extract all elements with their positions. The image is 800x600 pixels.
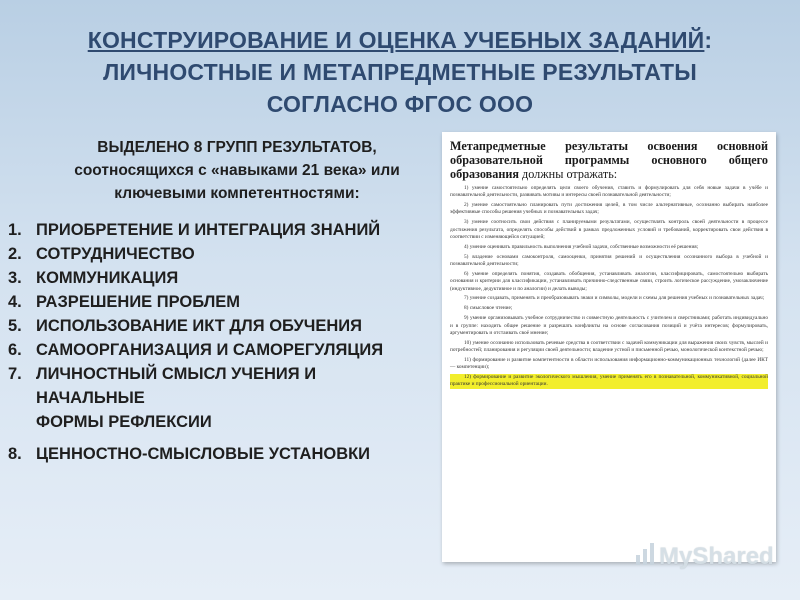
intro-line-3: ключевыми компетентностями: (114, 185, 360, 202)
title-line-1-main: КОНСТРУИРОВАНИЕ И ОЦЕНКА УЧЕБНЫХ ЗАДАНИЙ (87, 27, 705, 53)
list-item (8, 338, 428, 362)
intro-line-2: соотносящихся с «навыками 21 века» или (74, 162, 400, 179)
document-item: 11) формирование и развитие компетентности в области использования информационно-коммуникационных технологий (далее ИКТ— компетенции); (450, 356, 768, 371)
document-item: 2) умение самостоятельно планировать пути достижения целей, в том числе альтернативные, осознанно выбирать наиболее эффективные способы решения учебных и познавательных задач; (450, 202, 768, 216)
document-excerpt (442, 132, 776, 562)
list-item-number: 2. (8, 245, 22, 263)
list-item-number (8, 410, 36, 434)
document-item: 9) умение организовывать учебное сотрудничество и совместную деятельность с учителем и сверстниками; работать индивидуально и в группе: находить общее решение и разрешать конфликты на основе согласования позиций и учёта интересов; формулировать, аргументировать и отстаивать своё мнение; (450, 315, 768, 336)
title-line-3: СОГЛАСНО ФГОС ООО (266, 91, 534, 117)
list-item (8, 218, 428, 242)
list-item-text: ИСПОЛЬЗОВАНИЕ ИКТ ДЛЯ ОБУЧЕНИЯ (36, 317, 362, 335)
document-item: 4) умение оценивать правильность выполнения учебной задачи, собственные возможности её решения; (464, 243, 699, 250)
list-item-text: ЦЕННОСТНО-СМЫСЛОВЫЕ УСТАНОВКИ (36, 445, 371, 463)
document-item: 1) умение самостоятельно определять цели своего обучения, ставить и формулировать для себя новые задачи в учёбе и познавательной деятельности, развивать мотивы и интересы своей познавательной деятельности; (450, 185, 768, 199)
intro-text (42, 136, 432, 205)
list-item-number: 7. (8, 365, 22, 383)
title-line-2: ЛИЧНОСТНЫЕ И МЕТАПРЕДМЕТНЫЕ РЕЗУЛЬТАТЫ (103, 59, 697, 85)
list-item-number: 5. (8, 317, 22, 335)
document-item: 10) умение осознанно использовать речевые средства в соответствии с задачей коммуникации для выражения своих чувств, мыслей и потребностей; планирования и регуляции своей деятельности; владение устной и письменной речью, монологической контекстной речью; (450, 339, 768, 353)
list-item-text: КОММУНИКАЦИЯ (36, 269, 179, 287)
document-item: 6) умение определять понятия, создавать обобщения, устанавливать аналогии, классифицировать, самостоятельно выбирать основания и критерии для классификации, устанавливать причинно-следственные связи, строить логическое рассуждение, умозаключение (индуктивное, дедуктивное и по аналогии) и делать выводы; (450, 270, 768, 292)
title-line-1 (20, 24, 780, 56)
document-heading-normal: должны отражать: (519, 167, 618, 181)
list-item-text: СОТРУДНИЧЕСТВО (36, 245, 195, 263)
list-item (8, 242, 428, 266)
results-list (8, 218, 428, 466)
list-item-text: ФОРМЫ РЕФЛЕКСИИ (36, 413, 212, 431)
list-item-number: 1. (8, 221, 22, 239)
list-item (8, 314, 428, 338)
document-heading (450, 139, 768, 181)
document-item: 7) умение создавать, применять и преобразовывать знаки и символы, модели и схемы для решения учебных и познавательных задач; (464, 295, 765, 302)
intro-line-1: ВЫДЕЛЕНО 8 ГРУПП РЕЗУЛЬТАТОВ, (97, 139, 377, 156)
list-item-text: РАЗРЕШЕНИЕ ПРОБЛЕМ (36, 293, 241, 311)
list-item (8, 290, 428, 314)
watermark (634, 541, 794, 574)
watermark-text: MyShared (659, 542, 774, 570)
list-item-number: 3. (8, 269, 22, 287)
document-items (450, 185, 768, 389)
list-item-text: САМООРГАНИЗАЦИЯ И САМОРЕГУЛЯЦИЯ (36, 341, 384, 359)
document-item: 3) умение соотносить свои действия с планируемыми результатами, осуществлять контроль своей деятельности в процессе достижения результата, определять способы действий в рамках предложенных условий и требований, корректировать свои действия в соответствии с изменяющейся ситуацией; (450, 219, 768, 240)
document-item: 8) смысловое чтение; (464, 305, 513, 312)
document-item-highlighted: 12) формирование и развитие экологического мышления, умение применять его в познавательной, коммуникативной, социальной практике и профессиональной ориентации. (450, 374, 768, 388)
list-item-number: 4. (8, 293, 22, 311)
myshared-logo-icon (634, 541, 656, 574)
list-item-text: ПРИОБРЕТЕНИЕ И ИНТЕГРАЦИЯ ЗНАНИЙ (36, 221, 381, 239)
list-item-number: 8. (8, 445, 22, 463)
document-item: 5) владение основами самоконтроля, самооценки, принятия решений и осуществления осознанного выбора в учебной и познавательной деятельности; (450, 253, 768, 268)
document-heading-bold: Метапредметные результаты освоения основной образовательной программы основного общего образования (450, 139, 768, 181)
list-item (8, 266, 428, 290)
slide-title (20, 24, 780, 120)
list-item (8, 410, 428, 434)
list-item-number: 6. (8, 341, 22, 359)
title-line-1-colon: : (704, 27, 713, 53)
list-item (8, 362, 428, 410)
list-item (8, 442, 428, 466)
list-item-text: ЛИЧНОСТНЫЙ СМЫСЛ УЧЕНИЯ И НАЧАЛЬНЫЕ (36, 365, 317, 407)
